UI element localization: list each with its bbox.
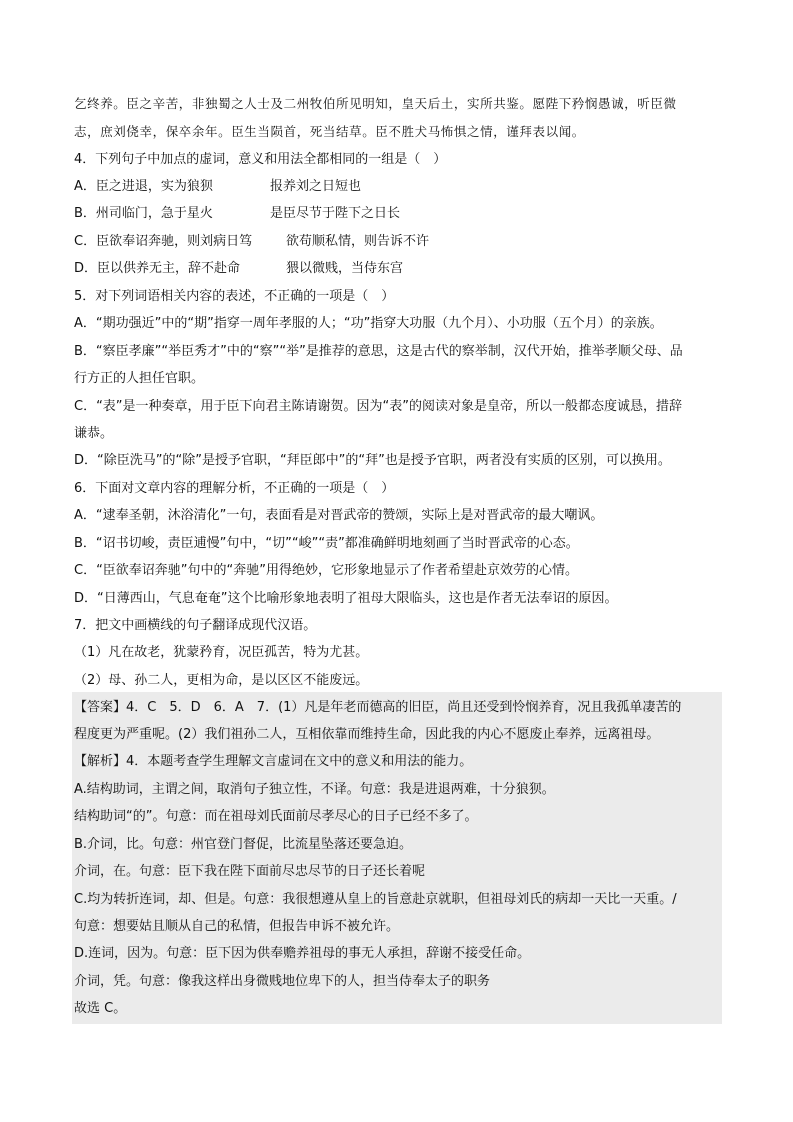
q6-option-d: D．“日薄西山，气息奄奄”这个比喻形象地表明了祖母大限临头，这也是作者无法奉诏的原因。 — [74, 591, 618, 606]
answer-line-2: 程度更为严重呢。(2）我们祖孙二人，互相依靠而维持生命，因此我的内心不愿废止奉养，远离祖母。 — [74, 727, 660, 742]
q4-option-c-left: C．臣欲奉诏奔驰，则刘病日笃 — [74, 234, 253, 249]
q4-option-b — [74, 204, 724, 224]
analysis-line-8: D.连词，因为。句意：臣下因为供奉赡养祖母的事无人承担，辞谢不接受任命。 — [74, 946, 531, 961]
analysis-line-10: 故选 C。 — [74, 1001, 127, 1016]
q4-option-a-right: 报养刘之日短也 — [270, 179, 362, 194]
q5-option-c-line-2: 谦恭。 — [74, 426, 114, 441]
q4-option-d-right: 猥以微贱，当侍东宫 — [286, 261, 404, 276]
analysis-line-5: 介词，在。句意：臣下我在陛下面前尽忠尽节的日子还长着呢 — [74, 864, 426, 879]
analysis-line-6: C.均为转折连词，却、但是。句意：我很想遵从皇上的旨意赴京就职，但祖母刘氏的病却一天比一天重。/ — [74, 892, 677, 907]
analysis-line-3: 结构助词“的”。句意：而在祖母刘氏面前尽孝尽心的日子已经不多了。 — [74, 809, 478, 824]
q7-stem: 7．把文中画横线的句子翻译成现代汉语。 — [74, 618, 317, 633]
q7-sentence-1: （1）凡在故老，犹蒙矜育，况臣孤苦，特为尤甚。 — [74, 645, 369, 660]
passage-line-2: 志，庶刘侥幸，保卒余年。臣生当陨首，死当结草。臣不胜犬马怖惧之情，谨拜表以闻。 — [74, 124, 585, 139]
q4-option-b-right: 是臣尽节于陛下之日长 — [270, 206, 401, 221]
q4-option-a-left: A．臣之进退，实为狼狈 — [74, 179, 213, 194]
analysis-line-9: 介词，凭。句意：像我这样出身微贱地位卑下的人，担当侍奉太子的职务 — [74, 974, 491, 989]
q4-option-c — [74, 232, 724, 252]
q4-option-a — [74, 177, 724, 197]
q5-option-d: D．“除臣洗马”的“除”是授予官职，“拜臣郎中”的“拜”也是授予官职，两者没有实质的区别，可以换用。 — [74, 453, 671, 468]
answer-line-1: 【答案】4．C 5．D 6．A 7．(1）凡是年老而德高的旧臣，尚且还受到怜悯养育，况且我孤单凄苦的 — [74, 700, 682, 715]
q6-option-c: C．“臣欲奉诏奔驰”句中的“奔驰”用得绝妙，它形象地显示了作者希望赴京效劳的心情。 — [74, 563, 579, 578]
analysis-line-2: A.结构助词，主谓之间，取消句子独立性，不译。句意：我是进退两难，十分狼狈。 — [74, 782, 555, 797]
q5-option-b-line-2: 行方正的人担任官职。 — [74, 371, 205, 386]
q4-option-c-right: 欲苟顺私情，则告诉不许 — [286, 234, 430, 249]
q5-option-a: A．“期功强近”中的“期”指穿一周年孝服的人；“功”指穿大功服（九个月）、小功服（五个月）的亲族。 — [74, 316, 663, 331]
q4-option-b-left: B．州司临门，急于星火 — [74, 206, 213, 221]
q6-stem: 6．下面对文章内容的理解分析，不正确的一项是（ ） — [74, 481, 395, 496]
q5-stem: 5．对下列词语相关内容的表述，不正确的一项是（ ） — [74, 289, 395, 304]
q4-option-d-left: D．臣以供养无主，辞不赴命 — [74, 261, 241, 276]
q6-option-b: B．“诏书切峻，责臣逋慢”句中，“切”“峻”“责”都准确鲜明地刻画了当时晋武帝的心态。 — [74, 536, 579, 551]
q4-option-d — [74, 259, 724, 279]
analysis-line-1: 【解析】4．本题考查学生理解文言虚词在文中的意义和用法的能力。 — [74, 754, 473, 769]
q5-option-b-line-1: B．“察臣孝廉”“举臣秀才”中的“察”“举”是推荐的意思，这是古代的察举制，汉代开始，推举孝顺父母、品 — [74, 344, 683, 359]
q5-option-c-line-1: C．“表”是一种奏章，用于臣下向君主陈请谢贺。因为“表”的阅读对象是皇帝，所以一般都态度诚恳，措辞 — [74, 399, 683, 414]
q6-option-a: A．“逮奉圣朝，沐浴清化”一句，表面看是对晋武帝的赞颂，实际上是对晋武帝的最大嘲讽。 — [74, 508, 604, 523]
q4-stem: 4．下列句子中加点的虚词，意义和用法全都相同的一组是（ ） — [74, 152, 447, 167]
q7-sentence-2: （2）母、孙二人，更相为命，是以区区不能废远。 — [74, 673, 369, 688]
passage-line-1: 乞终养。臣之辛苦，非独蜀之人士及二州牧伯所见明知，皇天后土，实所共鉴。愿陛下矜悯愚诚，听臣微 — [74, 96, 677, 111]
analysis-line-7: 句意：想要姑且顺从自己的私情，但报告申诉不被允许。 — [74, 919, 400, 934]
analysis-line-4: B.介词，比。句意：州官登门督促，比流星坠落还要急迫。 — [74, 837, 413, 852]
